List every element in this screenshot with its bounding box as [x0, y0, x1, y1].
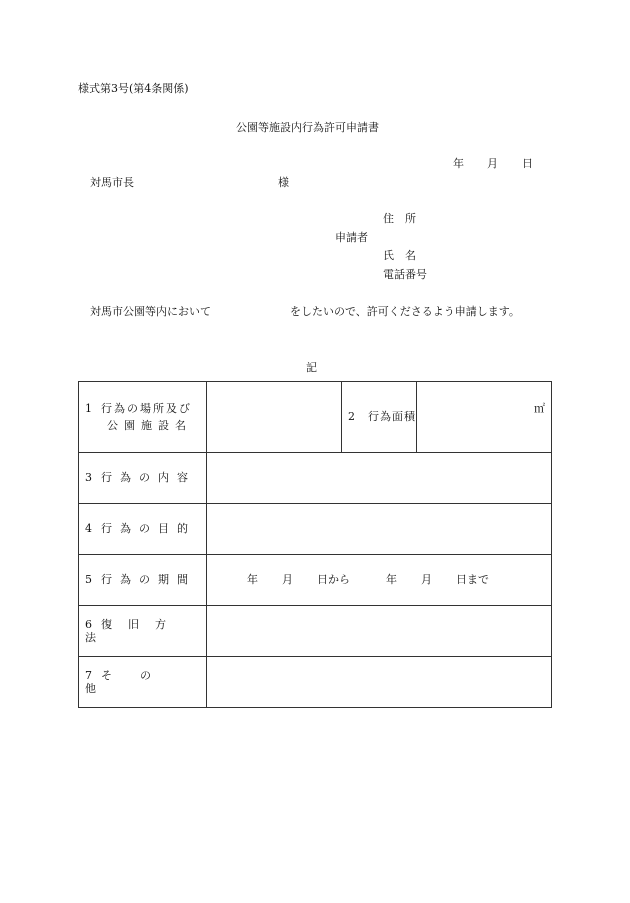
table-row — [79, 657, 552, 708]
addressee-honorific: 様 — [278, 176, 289, 189]
period-label-cell: 5 行為の期間 — [79, 555, 207, 606]
purpose-input-cell[interactable] — [207, 504, 552, 555]
addressee-name: 対馬市長 — [90, 176, 134, 189]
period-to-month: 月 — [421, 573, 432, 587]
restoration-label: 復旧方法 — [85, 617, 182, 644]
area-input-cell[interactable] — [417, 382, 552, 453]
document-title: 公園等施設内行為許可申請書 — [236, 121, 379, 134]
application-table — [78, 381, 552, 708]
statement-after: をしたいので、許可くださるよう申請します。 — [290, 305, 520, 318]
place-label-line1: 行為の場所及び — [101, 402, 192, 415]
content-input-cell[interactable] — [207, 453, 552, 504]
date-month: 月 — [487, 157, 498, 170]
statement-before: 対馬市公園等内において — [90, 305, 211, 318]
other-input-cell[interactable] — [207, 657, 552, 708]
period-label: 行為の期間 — [101, 573, 196, 587]
restoration-input-cell[interactable] — [207, 606, 552, 657]
place-input-cell[interactable] — [207, 382, 342, 453]
other-label-cell: 7 その他 — [79, 657, 207, 708]
table-row — [79, 555, 552, 606]
period-from-month: 月 — [282, 573, 293, 587]
applicant-phone-label: 電話番号 — [383, 268, 427, 281]
restoration-label-cell: 6 復旧方法 — [79, 606, 207, 657]
purpose-label-cell: 4 行為の目的 — [79, 504, 207, 555]
table-row — [79, 606, 552, 657]
area-unit: ㎡ — [534, 402, 545, 415]
period-from-year: 年 — [247, 573, 258, 587]
table-row — [79, 453, 552, 504]
form-number: 様式第3号(第4条関係) — [78, 82, 189, 95]
ki-heading: 記 — [306, 361, 317, 374]
date-year: 年 — [453, 157, 464, 170]
other-label: その他 — [85, 668, 179, 695]
table-row — [79, 382, 552, 453]
period-from-day: 日から — [317, 573, 350, 587]
period-to-day: 日まで — [456, 573, 489, 587]
applicant-label: 申請者 — [335, 231, 368, 244]
applicant-name-label: 氏 名 — [383, 249, 416, 262]
applicant-address-label: 住 所 — [383, 212, 416, 225]
area-label-cell: 2 行為面積 — [342, 382, 417, 453]
table-row — [79, 504, 552, 555]
period-to-year: 年 — [386, 573, 397, 587]
content-label: 行為の内容 — [101, 471, 196, 485]
row-number: 1 — [85, 402, 94, 415]
place-label-line2: 公園施設名 — [107, 419, 192, 432]
period-input-cell[interactable] — [207, 555, 552, 606]
date-day: 日 — [522, 157, 533, 170]
purpose-label: 行為の目的 — [101, 522, 196, 536]
content-label-cell: 3 行為の内容 — [79, 453, 207, 504]
place-label-cell — [79, 382, 207, 453]
